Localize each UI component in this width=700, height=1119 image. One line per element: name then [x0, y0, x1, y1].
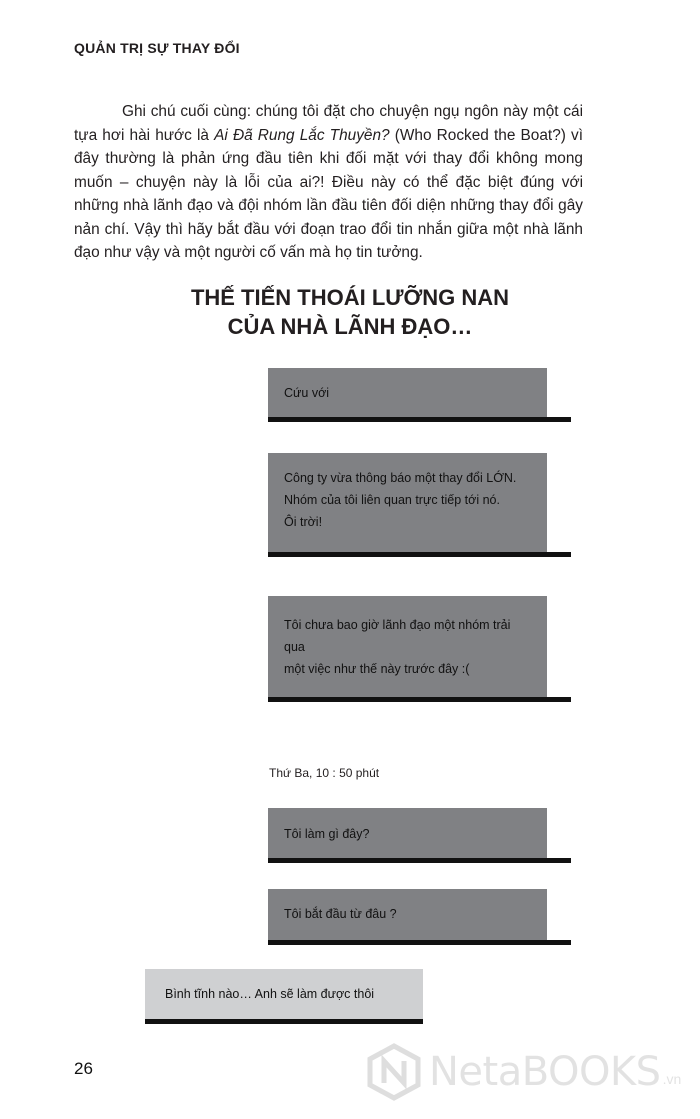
- paragraph-part-1: Ghi chú cuối cùng: chúng tôi đặt cho chuyện ngụ ngôn này một cái tựa hơi hài hước là: [74, 103, 583, 144]
- heading-line-1: THẾ TIẾN THOÁI LƯỠNG NAN: [190, 285, 510, 310]
- book-title-italic: Ai Đã Rung Lắc Thuyền?: [214, 126, 390, 144]
- message-line: Nhóm của tôi liên quan trực tiếp tới nó.: [284, 493, 500, 507]
- section-heading: [0, 283, 700, 341]
- watermark: [365, 1042, 685, 1102]
- message-bubble-1: [268, 368, 547, 417]
- message-bubble-4: [268, 808, 547, 858]
- body-paragraph: [74, 100, 583, 265]
- message-line: một việc như thế này trước đây :(: [284, 662, 470, 676]
- reply-text: Bình tĩnh nào… Anh sẽ làm được thôi: [165, 987, 375, 1001]
- message-line: Tôi chưa bao giờ lãnh đạo một nhóm trải qua: [284, 618, 511, 654]
- message-line: Tôi bắt đầu từ đâu ?: [284, 907, 397, 921]
- message-line: Công ty vừa thông báo một thay đổi LỚN.: [284, 471, 517, 485]
- message-line: Tôi làm gì đây?: [284, 827, 370, 841]
- reply-bubble: [145, 969, 423, 1019]
- message-bubble-3: [268, 596, 547, 697]
- message-line: Ôi trời!: [284, 515, 323, 529]
- running-header: QUẢN TRỊ SỰ THAY ĐỔI: [74, 40, 240, 56]
- message-line: Cứu với: [284, 386, 330, 400]
- page-number: 26: [74, 1059, 93, 1078]
- watermark-brand: NetaBOOKS: [429, 1049, 661, 1095]
- paragraph-part-2: (Who Rocked the Boat?) vì đây thường là phản ứng đầu tiên khi đối mặt với thay đổi không mong muốn – chuyện này là lỗi của ai?! Điều này có thể đặc biệt đúng với những nhà lãnh đạo và đội nhóm lần đầu tiên đối diện những thay đổi gây nản chí. Vậy thì hãy bắt đầu với đoạn trao đổi tin nhắn giữa một nhà lãnh đạo như vậy và một người cố vấn mà họ tin tưởng.: [74, 126, 584, 261]
- neta-logo-icon: [365, 1043, 423, 1101]
- heading-line-2: CỦA NHÀ LÃNH ĐẠO…: [227, 314, 473, 339]
- timestamp: Thứ Ba, 10 : 50 phút: [269, 766, 380, 780]
- message-bubble-5: [268, 889, 547, 940]
- message-bubble-2: [268, 453, 547, 552]
- watermark-tld: .vn: [662, 1071, 682, 1087]
